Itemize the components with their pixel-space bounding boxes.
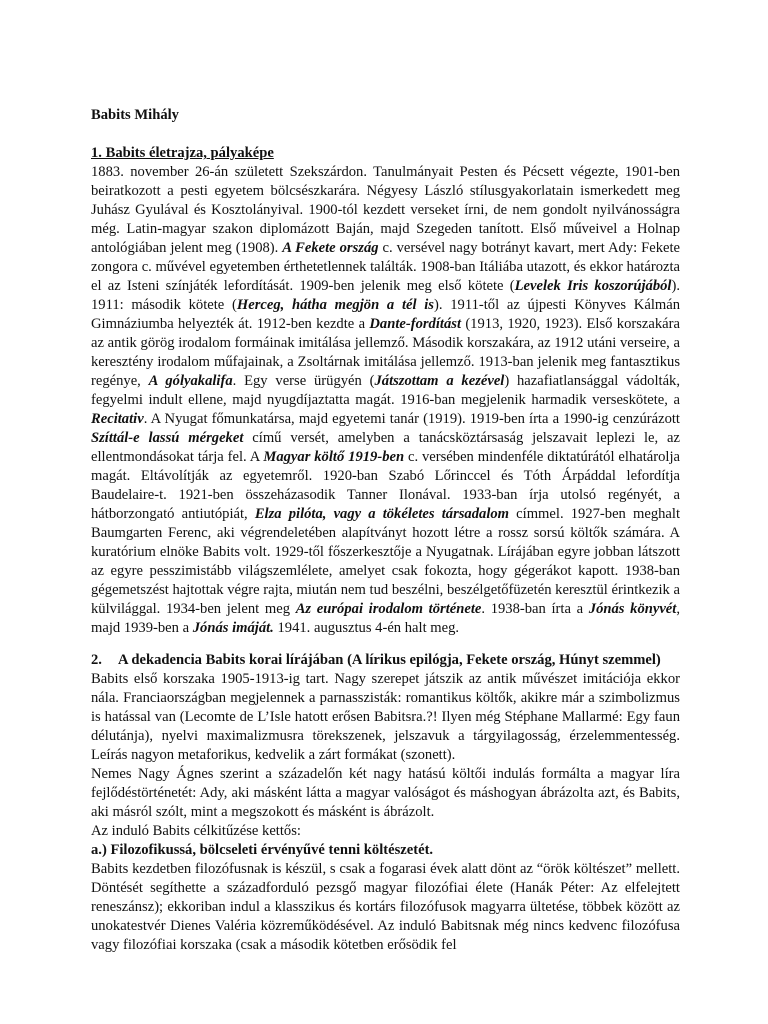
work-title-herceg: Herceg, hátha megjön a tél is [236, 297, 434, 313]
section-2-paragraph-4: Babits kezdetben filozófusnak is készül, s csak a fogarasi évek alatt dönt az “örök költészet” mellett. Döntését segíthette a századforduló pezsgő magyar filozófiai élete (Hanák Péter: Az elfelejtett reneszánsz); ekkoriban indul a klasszikus és kortárs filozófusok magyarra ültetése, többek között az unokatestvér Dienes Valéria közreműködésével. Az induló Babitsnak még nincs kedvenc filozófusa vagy filozófiai korszaka (csak a második kötetben erősödik fel [91, 861, 680, 953]
work-title-elza-pilota: Elza pilóta, vagy a tökéletes társadalom [254, 506, 510, 522]
section-1-biography-paragraph: 1883. november 26-án született Szekszárdon. Tanulmányait Pesten és Pécsett végezte, 1901-ben beiratkozott a pesti egyetem bölcsészkarára. Négyesy László stílusgyakorlatain ismerkedett meg Juhász Gyulával és Kosztolányival. 1900-tól kezdett verseket írni, de nem gondolt nyilvánosságra még. Latin-magyar szakon diplomázott Baján, majd Szegeden tanított. Első műveivel a Holnap antológiában jelent meg (1908). A Fekete ország c. versével nagy botrányt kavart, mert Ady: Fekete zongora c. művével egyetemben érthetetlennek találták. 1908-ban Itáliába utazott, és ekkor határozta el az Isteni színjáték lefordítását. 1909-ben jelenik meg első kötete (Levelek Iris koszorújából). 1911: második kötete (Herceg, hátha megjön a tél is). 1911-től az újpesti Könyves Kálmán Gimnáziumba helyezték át. 1912-ben kezdte a Dante-fordítást (1913, 1920, 1923). Első korszakára az antik görög irodalom formáinak imitálása jellemző. Második korszakára, az 1912 utáni verseire, a keresztény irodalom műfajainak, a Zsoltárnak imitálása jellemző. 1913-ban jelenik meg fantasztikus regénye, A gólyakalifa. Egy verse ürügyén (Játszottam a kezével) hazafiatlansággal vádolták, fegyelmi indult ellene, majd nyugdíjaztatta magát. 1916-ban megjelenik harmadik verseskötete, a Recitativ. A Nyugat főmunkatársa, majd egyetemi tanár (1919). 1919-ben írta a 1990-ig cenzúrázott Szíttál-e lassú mérgeket című versét, amelyben a tanácsköztársaság jelszavait leplezi le, az ellentmondásokat tárja fel. A Magyar költő 1919-ben c. versében mindenféle diktatúrától elhatárolja magát. Eltávolítják az egyetemről. 1920-ban Szabó Lőrinccel és Tóth Árpáddal lefordítja Baudelaire-t. 1921-ben összeházasodik Tanner Ilonával. 1933-ban írja utolsó regényét, a hátborzongató antiutópiát, Elza pilóta, vagy a tökéletes társadalom címmel. 1927-ben meghalt Baumgarten Ferenc, aki végrendeletében alapítványt hozott létre a rossz sorsú költők számára. A kuratórium elnöke Babits volt. 1929-től főszerkesztője a Nyugatnak. Lírájában egyre jobban látszott az egyre pesszimistább világszemlélete, amelyet csak fokozta, hogy gégerákot kapott. 1938-ban gégemetszést hajtottak végre rajta, miután nem tud beszélni, beszélgetőfüzetén keresztül érintkezik a külvilággal. 1934-ben jelent meg Az európai irodalom története. 1938-ban írta a Jónás könyvét, majd 1939-ben a Jónás imáját. 1941. augusztus 4-én halt meg. [91, 164, 681, 636]
work-title-jonas-imaja: Jónás imáját. [192, 620, 274, 636]
work-title-jatszottam: Játszottam a kezével [374, 373, 505, 389]
section-2-heading-text: A dekadencia Babits korai lírájában (A lírikus epilógja, Fekete ország, Húnyt szemmel) [118, 652, 661, 668]
section-2-paragraph-3: Az induló Babits célkitűzése kettős: [91, 823, 301, 839]
work-title-fekete-orszag: A Fekete ország [282, 240, 379, 256]
document-title: Babits Mihály [91, 107, 179, 123]
section-2-paragraph-1: Babits első korszaka 1905-1913-ig tart. Nagy szerepet játszik az antik művészet imitációja ekkor nála. Franciaországban megjelennek a parnasszisták: romantikus költők, akikre már a szimbolizmus is hatással van (Lecomte de L’Isle hatott erősen Babitsra.?! Ilyen még Stéphane Mallarmé: Egy faun délutánja), nyelvi maximalizmusra törekszenek, jelszavuk a tárgyilagosság, érzelemmentesség. Leírás nagyon metaforikus, kedvelik a zárt formákat (szonett). [91, 671, 680, 763]
work-title-levelek-iris: Levelek Iris koszorújából [514, 278, 672, 294]
work-title-recitativ: Recitativ [91, 411, 144, 427]
section-2-paragraph-2: Nemes Nagy Ágnes szerint a századelőn két nagy hatású költői indulás formálta a magyar líra fejlődéstörténetét: Ady, aki másként látta a magyar valóságot és máshogyan ábrázolta azt, és Babits, aki másról szólt, mint a megszokott és másként is ábrázolt. [91, 766, 680, 820]
work-title-jonas-konyve: Jónás könyvét [588, 601, 677, 617]
section-1-heading: 1. Babits életrajza, pályaképe [91, 145, 274, 161]
section-2-number: 2. [91, 652, 102, 668]
section-2-subheading-a: a.) Filozofikussá, bölcseleti érvényűvé tenni költészetét. [91, 842, 434, 858]
work-title-golyakalifa: A gólyakalifa [148, 373, 233, 389]
work-title-magyar-kolto: Magyar költő 1919-ben [263, 449, 405, 465]
work-title-szittal: Szíttál-e lassú mérgeket [91, 430, 244, 446]
section-2-heading [91, 651, 680, 670]
work-title-europai-irodalom: Az európai irodalom története [295, 601, 482, 617]
work-title-dante: Dante-fordítást [369, 316, 461, 332]
